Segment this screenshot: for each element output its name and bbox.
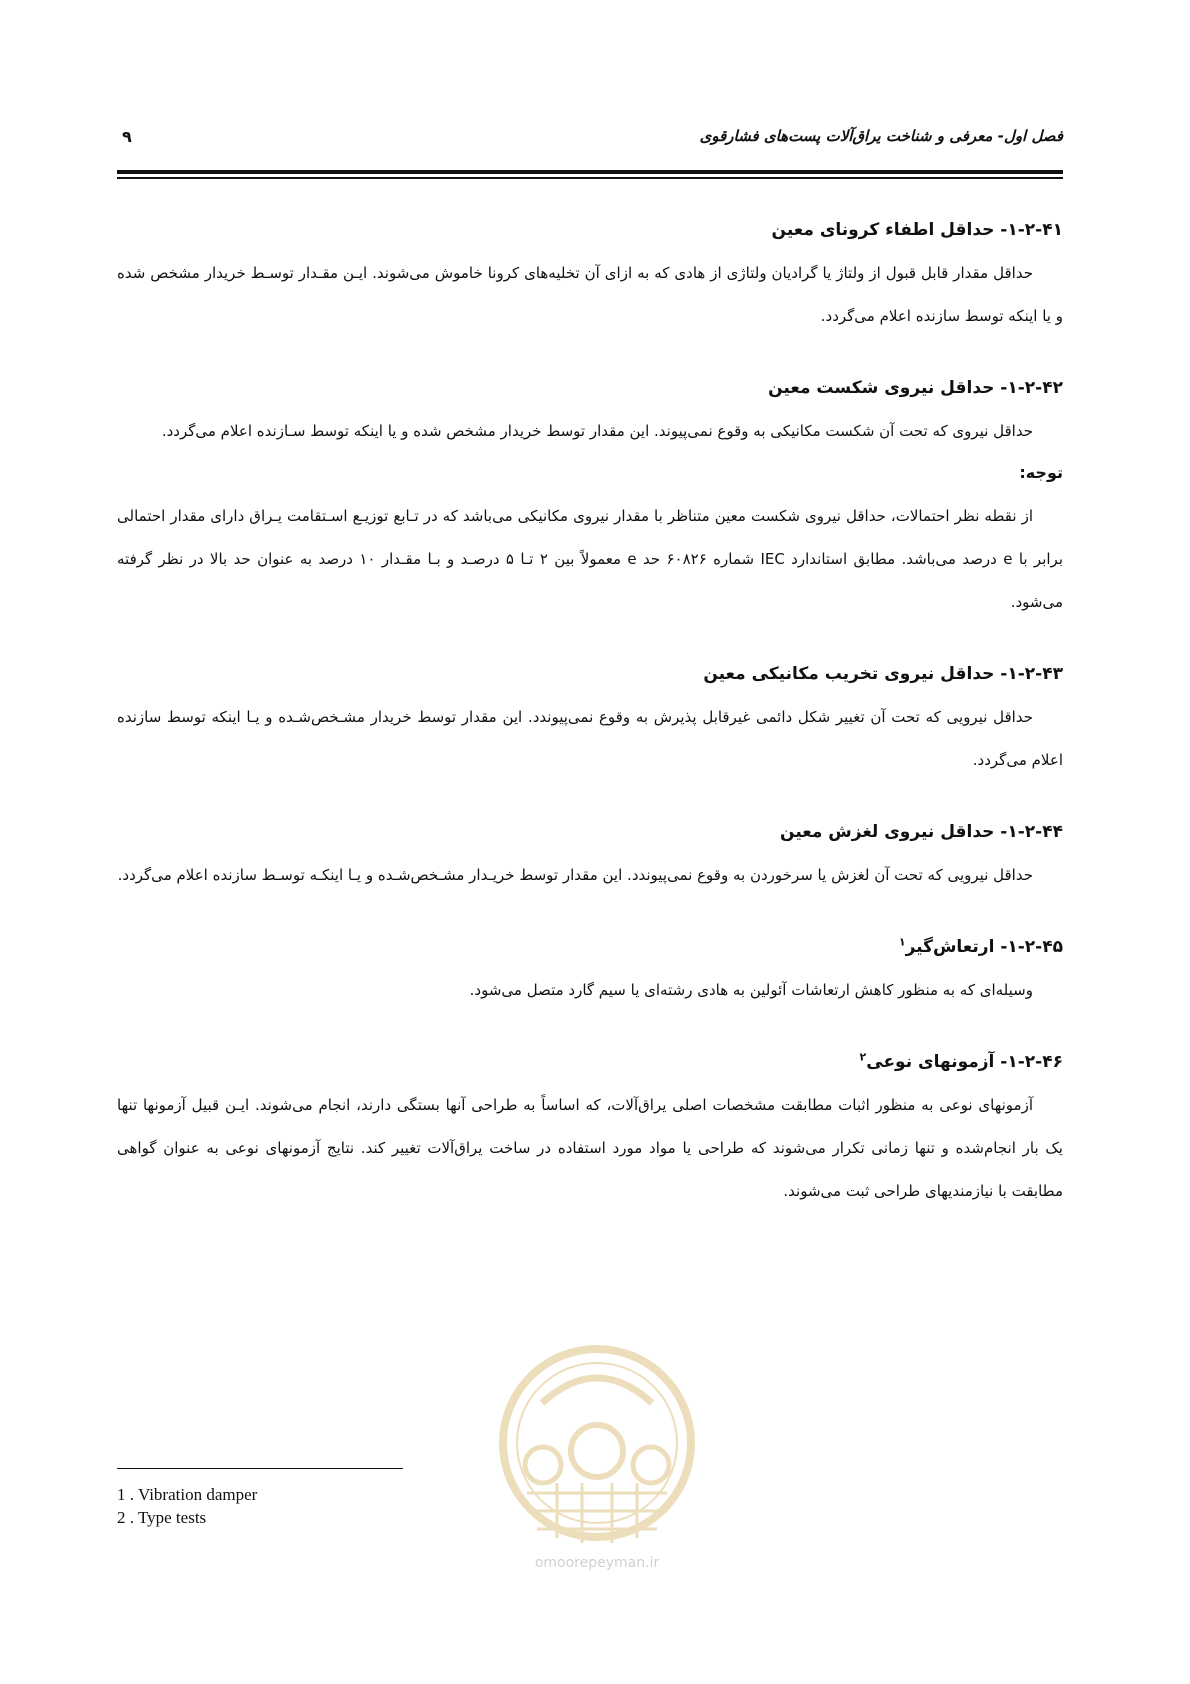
footnote-ref[interactable]: ۲ xyxy=(859,1050,867,1064)
seal-icon xyxy=(497,1333,697,1553)
note-paragraph: از نقطه نظر احتمالات، حداقل نیروی شکست معین متناظر با مقدار نیروی مکانیکی می‌باشد که در تـابع توزیـع اسـتقامت یـراق دارای مقدار احتمالی برابر با e درصد می‌باشد. مطابق استاندارد IEC شماره ۶۰۸۲۶ حد e معمولاً بین ۲ تـا ۵ درصـد و بـا مقـدار ۱۰ درصد به عنوان حد بالا در نظر گرفته می‌شود. xyxy=(117,507,1063,611)
section-heading: ۱-۲-۴۶- آزمونهای نوعی xyxy=(866,1052,1063,1072)
section-heading: ۱-۲-۴۲- حداقل نیروی شکست معین xyxy=(768,378,1063,398)
section-heading-wrapper xyxy=(117,927,1063,967)
header-rule-thick xyxy=(117,170,1063,174)
watermark-seal xyxy=(497,1333,697,1573)
footnote-ref[interactable]: ۱ xyxy=(898,935,906,949)
section-41 xyxy=(117,210,1063,338)
footnote-rule xyxy=(117,1468,403,1469)
section-heading: ۱-۲-۴۴- حداقل نیروی لغزش معین xyxy=(780,822,1063,842)
section-paragraph: حداقل مقدار قابل قبول از ولتاژ یا گرادیان ولتاژی از هادی که به ازای آن تخلیه‌های کرونا خاموش می‌شوند. ایـن مقـدار توسـط خریدار مشخص شده و یا اینکه توسط سازنده اعلام می‌گردد. xyxy=(117,264,1063,325)
section-43 xyxy=(117,654,1063,782)
section-46 xyxy=(117,1042,1063,1213)
section-42 xyxy=(117,368,1063,624)
section-paragraph: آزمونهای نوعی به منظور اثبات مطابقت مشخصات اصلی یراق‌آلات، که اساساً به طراحی آنها بستگی دارند، انجام می‌شوند. ایـن قبیل آزمونها تنها یک بار انجام‌شده و تنها زمانی تکرار می‌شوند که طراحی یا مواد مورد استفاده در ساخت یراق‌آلات تغییر کند. نتایج آزمونهای نوعی به عنوان گواهی مطابقت با نیازمندیهای طراحی ثبت می‌شوند. xyxy=(117,1096,1063,1200)
footnote-item: 1 . Vibration damper xyxy=(117,1485,258,1504)
section-45 xyxy=(117,927,1063,1012)
main-content xyxy=(117,210,1063,1243)
section-heading: ۱-۲-۴۵- ارتعاش‌گیر xyxy=(905,937,1063,957)
header-rule-thin xyxy=(117,177,1063,179)
section-paragraph: حداقل نیروی که تحت آن شکست مکانیکی به وقوع نمی‌پیوند. این مقدار توسط خریدار مشخص شده و یا اینکه توسط سـازنده اعلام می‌گردد. xyxy=(161,422,1033,440)
running-header xyxy=(117,125,1063,155)
section-heading: ۱-۲-۴۳- حداقل نیروی تخریب مکانیکی معین xyxy=(703,664,1063,684)
note-label: توجه: xyxy=(1019,463,1063,482)
chapter-title: فصل اول- معرفی و شناخت یراق‌آلات پست‌های فشارقوی xyxy=(699,127,1063,145)
page-number: ۹ xyxy=(122,127,132,146)
section-paragraph: حداقل نیرویی که تحت آن لغزش یا سرخوردن به وقوع نمی‌پیوندد. این مقدار توسط خریـدار مشـخص‌شـده و یـا اینکـه توسـط سازنده اعلام می‌گردد. xyxy=(117,866,1033,884)
section-paragraph: وسیله‌ای که به منظور کاهش ارتعاشات آئولین به هادی رشته‌ای یا سیم گارد متصل می‌شود. xyxy=(469,981,1033,999)
section-paragraph: حداقل نیرویی که تحت آن تغییر شکل دائمی غیرقابل پذیرش به وقوع نمی‌پیوندد. این مقدار توسط خریدار مشـخص‌شـده و یـا اینکه توسط سازنده اعلام می‌گردد. xyxy=(117,708,1063,769)
section-44 xyxy=(117,812,1063,897)
section-heading: ۱-۲-۴۱- حداقل اطفاء کرونای معین xyxy=(771,220,1063,240)
watermark-url: omoorepeyman.ir xyxy=(534,1555,660,1571)
section-heading-wrapper xyxy=(117,1042,1063,1082)
footnote-item: 2 . Type tests xyxy=(117,1508,207,1527)
footnotes xyxy=(117,1483,257,1529)
